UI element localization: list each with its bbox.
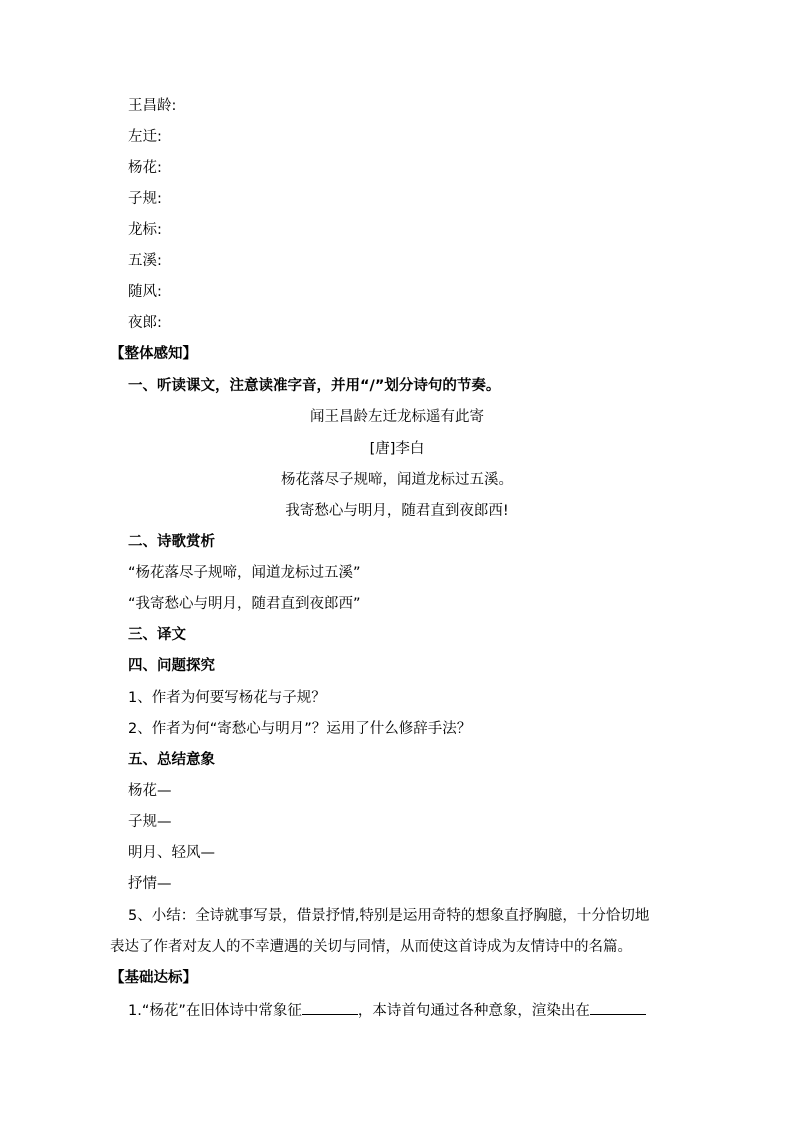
vocab-item: 子规: — [128, 191, 162, 207]
poem-line: 我寄愁心与明月，随君直到夜郎西! — [285, 503, 509, 519]
vocab-item: 龙标: — [128, 222, 162, 238]
vocab-item: 左迁: — [128, 129, 162, 145]
section-heading-basic: 【基础达标】 — [110, 970, 197, 986]
poem-line: 杨花落尽子规啼，闻道龙标过五溪。 — [281, 472, 513, 488]
task-instruction: 一、听读课文，注意读准字音，并用“/”划分诗句的节奏。 — [128, 378, 501, 394]
section-heading-translation: 三、译文 — [128, 627, 186, 643]
imagery-item: 杨花— — [128, 783, 172, 799]
exercise-text: 1.“杨花”在旧体诗中常象征 — [128, 1003, 302, 1019]
section-heading-appreciation: 二、诗歌赏析 — [128, 534, 215, 550]
vocab-item: 随风: — [128, 284, 162, 300]
poem-title: 闻王昌龄左迁龙标遥有此寄 — [310, 409, 484, 425]
vocab-item: 五溪: — [128, 253, 162, 269]
quote-line: “杨花落尽子规啼，闻道龙标过五溪” — [128, 565, 361, 581]
answer-blank[interactable] — [302, 999, 358, 1015]
section-heading-inquiry: 四、问题探究 — [128, 658, 215, 674]
section-heading-overall: 【整体感知】 — [110, 346, 197, 362]
summary-line: 表达了作者对友人的不幸遭遇的关切与同情，从而使这首诗成为友情诗中的名篇。 — [110, 939, 632, 955]
answer-blank[interactable] — [590, 999, 646, 1015]
poem-author: [唐]李白 — [369, 441, 425, 457]
imagery-item: 抒情— — [128, 876, 172, 892]
vocab-item: 王昌龄: — [128, 98, 177, 114]
imagery-item: 子规— — [128, 814, 172, 830]
imagery-item: 明月、轻风— — [128, 845, 215, 861]
vocab-item: 夜郎: — [128, 315, 162, 331]
quote-line: “我寄愁心与明月，随君直到夜郎西” — [128, 596, 361, 612]
exercise-question — [128, 999, 646, 1021]
vocab-item: 杨花: — [128, 160, 162, 176]
question-item: 1、作者为何要写杨花与子规？ — [128, 690, 326, 706]
question-item: 2、作者为何“寄愁心与明月”？运用了什么修辞手法？ — [128, 721, 472, 737]
summary-line: 5、小结：全诗就事写景，借景抒情,特别是运用奇特的想象直抒胸臆，十分恰切地 — [128, 908, 650, 924]
exercise-text: ，本诗首句通过各种意象，渲染出在 — [357, 1003, 590, 1019]
section-heading-imagery: 五、总结意象 — [128, 752, 215, 768]
